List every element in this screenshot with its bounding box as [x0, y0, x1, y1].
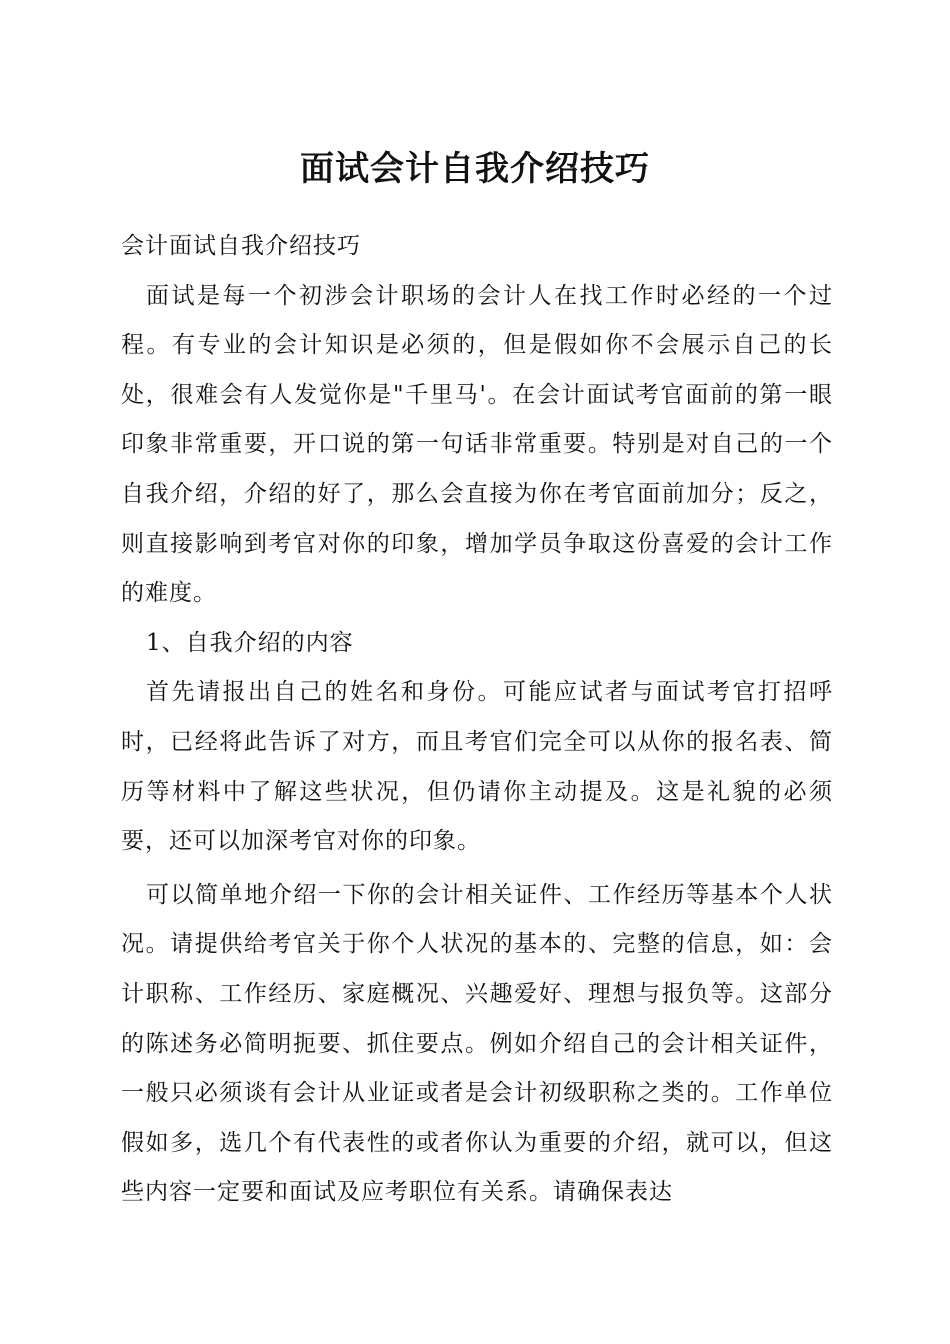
paragraph-name-identity: 首先请报出自己的姓名和身份。可能应试者与面试考官打招呼时，已经将此告诉了对方，而且考官们完全可以从你的报名表、简历等材料中了解这些状况，但仍请你主动提及。这是礼貌的必须要，还可以加深考官对你的印象。	[121, 679, 833, 855]
document-body	[121, 222, 833, 1218]
section-heading: 会计面试自我介绍技巧	[121, 233, 361, 259]
paragraph-intro: 面试是每一个初涉会计职场的会计人在找工作时必经的一个过程。有专业的会计知识是必须的，但是假如你不会展示自己的长处，很难会有人发觉你是"千里马'。在会计面试考官面前的第一眼印象非常重要，开口说的第一句话非常重要。特别是对自己的一个自我介绍，介绍的好了，那么会直接为你在考官面前加分；反之，则直接影响到考官对你的印象，增加学员争取这份喜爱的会计工作的难度。	[121, 282, 833, 607]
document-title: 面试会计自我介绍技巧	[300, 149, 650, 189]
section-heading-content: 1、自我介绍的内容	[146, 629, 354, 656]
paragraph-basic-info: 可以简单地介绍一下你的会计相关证件、工作经历等基本个人状况。请提供给考官关于你个人状况的基本的、完整的信息，如：会计职称、工作经历、家庭概况、兴趣爱好、理想与报负等。这部分的陈述务必简明扼要、抓住要点。例如介绍自己的会计相关证件，一般只必须谈有会计从业证或者是会计初级职称之类的。工作单位假如多，选几个有代表性的或者你认为重要的介绍，就可以，但这些内容一定要和面试及应考职位有关系。请确保表达	[121, 881, 833, 1206]
